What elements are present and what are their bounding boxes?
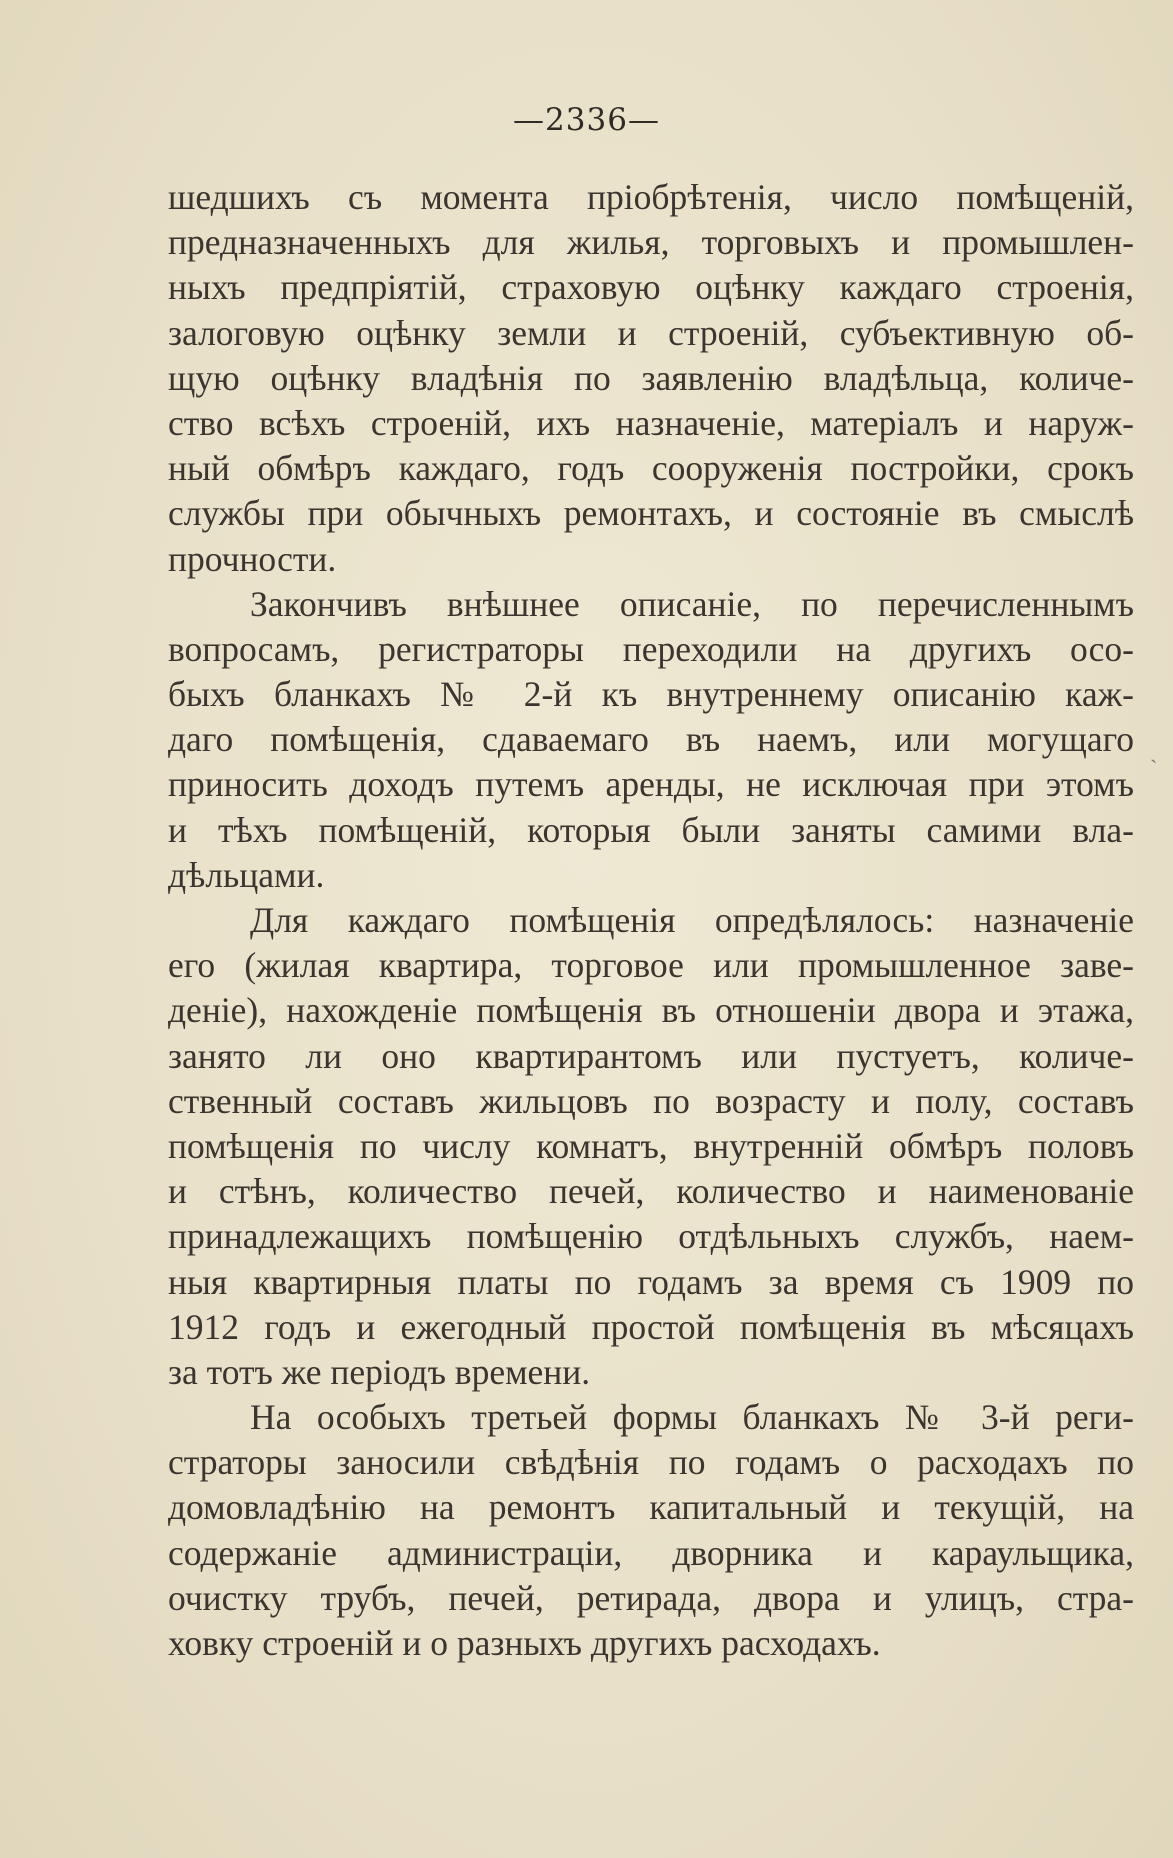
text-line: ныхъ предпріятій, страховую оцѣнку каждаго строенія, <box>168 267 1134 308</box>
text-line: содержаніе администраціи, дворника и караульщика, <box>168 1532 1134 1573</box>
text-line: домовладѣнію на ремонтъ капитальный и текущій, на <box>168 1487 1134 1528</box>
paragraph <box>168 898 1134 1395</box>
text-line: прочности. <box>168 538 337 579</box>
text-line: ственный составъ жильцовъ по возрасту и полу, составъ <box>168 1080 1134 1121</box>
text-line: щую оцѣнку владѣнія по заявленію владѣльца, количе- <box>168 357 1134 398</box>
text-line: службы при обычныхъ ремонтахъ, и состояніе въ смыслѣ <box>168 493 1134 534</box>
text-line: страторы заносили свѣдѣнія по годамъ о расходахъ по <box>168 1442 1134 1483</box>
text-line: быхъ бланкахъ № 2-й къ внутреннему описанію каж- <box>168 674 1134 715</box>
text-line: На особыхъ третьей формы бланкахъ № 3-й реги- <box>250 1397 1134 1438</box>
paragraph <box>168 175 1134 582</box>
text-line: Для каждаго помѣщенія опредѣлялось: назначеніе <box>250 900 1134 940</box>
text-line: 1912 годъ и ежегодный простой помѣщенія въ мѣсяцахъ <box>168 1306 1134 1347</box>
body-text <box>168 175 1134 1666</box>
text-line: приносить доходъ путемъ аренды, не исключая при этомъ <box>168 764 1134 805</box>
text-line: ховку строеній и о разныхъ другихъ расходахъ. <box>168 1623 881 1663</box>
text-line: занято ли оно квартирантомъ или пустуетъ, количе- <box>168 1035 1134 1076</box>
text-line: Закончивъ внѣшнее описаніе, по перечисленнымъ <box>250 583 1134 624</box>
text-line: дѣльцами. <box>168 854 325 895</box>
text-line: принадлежащихъ помѣщенію отдѣльныхъ службъ, наем- <box>168 1216 1134 1257</box>
text-line: ный обмѣръ каждаго, годъ сооруженія постройки, срокъ <box>168 448 1134 489</box>
paragraph <box>168 582 1134 898</box>
page-number: —2336— <box>513 102 660 138</box>
text-line: и стѣнъ, количество печей, количество и наименованіе <box>168 1171 1134 1212</box>
text-line: даго помѣщенія, сдаваемаго въ наемъ, или могущаго <box>168 719 1134 760</box>
text-line: предназначенныхъ для жилья, торговыхъ и промышлен- <box>168 222 1134 263</box>
text-line: залоговую оцѣнку земли и строеній, субъективную об- <box>168 312 1134 353</box>
text-line: ныя квартирныя платы по годамъ за время съ 1909 по <box>168 1261 1134 1302</box>
text-line: шедшихъ съ момента пріобрѣтенія, число помѣщеній, <box>168 177 1134 217</box>
text-line: очистку трубъ, печей, ретирада, двора и улицъ, стра- <box>168 1577 1134 1618</box>
paragraph <box>168 1395 1134 1666</box>
text-line: деніе), нахожденіе помѣщенія въ отношеніи двора и этажа, <box>168 990 1134 1031</box>
margin-mark: ˎ <box>1150 739 1158 764</box>
text-line: вопросамъ, регистраторы переходили на другихъ осо- <box>168 628 1134 669</box>
text-line: и тѣхъ помѣщеній, которыя были заняты самими вла- <box>168 809 1134 850</box>
text-line: помѣщенія по числу комнатъ, внутренній обмѣръ половъ <box>168 1125 1134 1166</box>
text-line: за тотъ же періодъ времени. <box>168 1351 591 1392</box>
text-line: его (жилая квартира, торговое или промышленное заве- <box>168 945 1134 986</box>
text-line: ство всѣхъ строеній, ихъ назначеніе, матеріалъ и наруж- <box>168 402 1134 443</box>
